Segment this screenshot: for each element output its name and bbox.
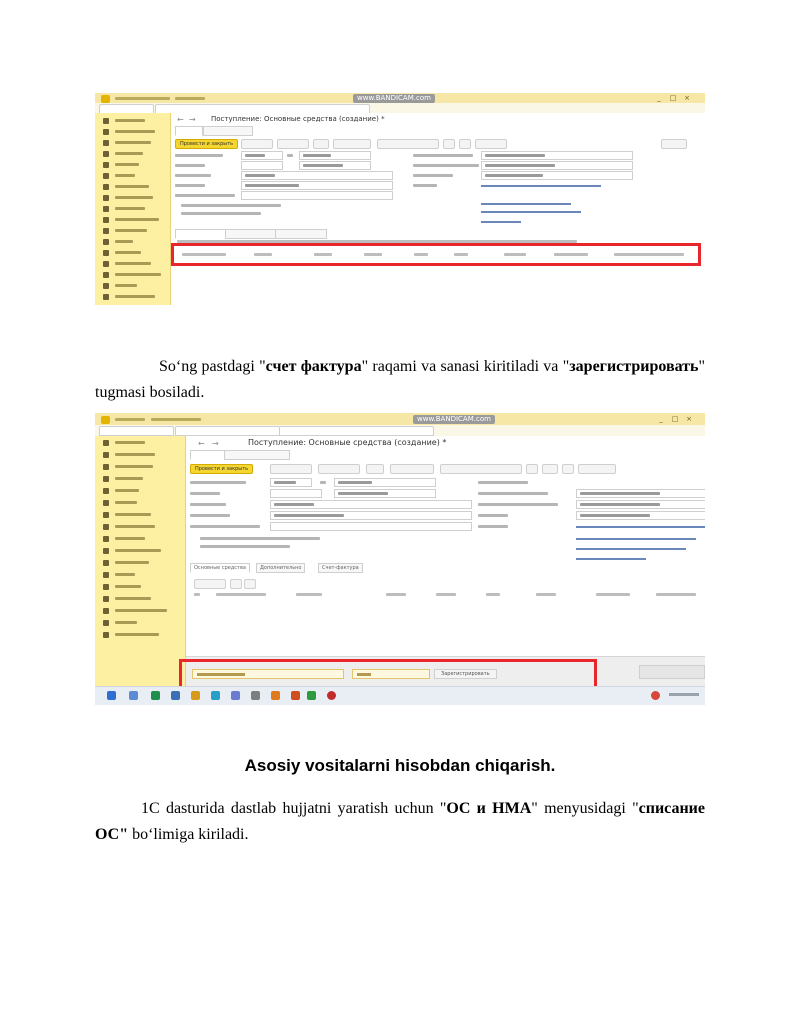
sidebar-item[interactable] [95, 594, 185, 604]
form-tab[interactable] [175, 126, 203, 136]
toolbar-button[interactable] [542, 464, 558, 474]
more-button[interactable] [661, 139, 687, 149]
tab-document[interactable] [175, 426, 280, 436]
register-button[interactable]: Зарегистрировать [434, 669, 497, 679]
tray-icon[interactable] [651, 691, 660, 700]
app-icon[interactable] [151, 691, 160, 700]
menu-section-icon [103, 173, 109, 179]
close-icon[interactable]: × [684, 94, 690, 102]
search-icon[interactable] [129, 691, 138, 700]
contract-field[interactable] [576, 500, 705, 509]
menu-section-icon [103, 572, 109, 578]
document-form [186, 436, 705, 687]
invoice-field[interactable] [576, 511, 705, 520]
clock [669, 693, 699, 696]
counterparty-field[interactable] [270, 500, 472, 509]
toolbar-button[interactable] [318, 464, 360, 474]
move-row-button[interactable] [244, 579, 256, 589]
paragraph-1: So‘ng pastdagi "счет фактура" raqami va sanasi kiritiladi va "зарегистрировать" tugmasi bosiladi. [95, 358, 706, 401]
sidebar-item[interactable] [95, 182, 170, 192]
menu-section-icon [103, 206, 109, 212]
menu-section-icon [103, 261, 109, 267]
bold-term: списание ОС" [95, 800, 705, 843]
sidebar [95, 436, 186, 687]
tab-invoice[interactable]: Счет-фактура [318, 563, 363, 573]
menu-section-icon [103, 239, 109, 245]
menu-section-icon [103, 632, 109, 638]
toolbar-button[interactable] [366, 464, 384, 474]
toolbar-button[interactable] [270, 464, 312, 474]
paragraph-2: 1C dasturida dastlab hujjatni yaratish uchun "OC и НМА" menyusidagi "списание ОС" bo‘limiga kiriladi. [95, 800, 705, 843]
sidebar-item[interactable] [95, 534, 185, 544]
toolbar-button[interactable] [440, 464, 522, 474]
menu-section-icon [103, 283, 109, 289]
menu-section-icon [103, 129, 109, 135]
menu-section-icon [103, 151, 109, 157]
bold-term: счет фактура [265, 358, 362, 375]
highlight-box [179, 659, 597, 689]
close-icon[interactable]: × [686, 415, 692, 423]
sidebar-item[interactable] [95, 193, 170, 203]
tab-document-active[interactable] [279, 426, 434, 436]
post-and-close-button[interactable]: Провести и закрыть [175, 139, 238, 149]
menu-section-icon [103, 272, 109, 278]
sidebar-item[interactable] [95, 259, 170, 269]
menu-section-icon [103, 524, 109, 530]
sidebar-item[interactable] [95, 570, 185, 580]
start-icon[interactable] [107, 691, 116, 700]
menu-section-icon [103, 536, 109, 542]
invoice-number-input[interactable] [192, 669, 344, 679]
menu-section-icon [103, 140, 109, 146]
forward-arrow-icon[interactable]: → [212, 439, 219, 448]
menu-section-icon [103, 620, 109, 626]
sidebar-item[interactable] [95, 510, 185, 520]
sidebar-item[interactable] [95, 204, 170, 214]
menu-section-icon [103, 560, 109, 566]
form-tab[interactable] [203, 126, 253, 136]
settlement-link[interactable] [576, 526, 705, 528]
toolbar-button[interactable] [443, 139, 455, 149]
invoice-date-input[interactable] [352, 669, 430, 679]
screenshot-1 [95, 93, 705, 305]
menu-section-icon [103, 584, 109, 590]
app-icon[interactable] [291, 691, 300, 700]
maximize-icon[interactable]: □ [671, 415, 679, 423]
form-tab[interactable] [224, 450, 290, 460]
menu-section-icon [103, 440, 109, 446]
bold-term: зарегистрировать [569, 358, 699, 375]
app-icon[interactable] [231, 691, 240, 700]
sidebar-item[interactable] [95, 248, 170, 258]
division-field[interactable] [241, 181, 393, 190]
toolbar-button[interactable] [562, 464, 574, 474]
settlement-link[interactable] [481, 185, 601, 187]
menu-section-icon [103, 500, 109, 506]
tab-additional[interactable]: Дополнительно [256, 563, 305, 573]
sidebar-item[interactable] [95, 215, 170, 225]
organization-field[interactable] [576, 489, 705, 498]
sidebar-item[interactable] [95, 281, 170, 291]
sidebar-item[interactable] [95, 582, 185, 592]
app-icon[interactable] [191, 691, 200, 700]
menu-section-icon [103, 488, 109, 494]
app-icon[interactable] [251, 691, 260, 700]
menu-section-icon [103, 184, 109, 190]
highlight-box [171, 243, 701, 266]
more-link[interactable] [576, 558, 646, 560]
sidebar-item[interactable] [95, 522, 185, 532]
tab-main-assets[interactable]: Основные средства [190, 563, 250, 573]
sidebar-item[interactable] [95, 462, 185, 472]
app-logo-icon [101, 416, 110, 424]
toolbar-button[interactable] [526, 464, 538, 474]
app-logo-icon [101, 95, 110, 103]
sidebar-item[interactable] [95, 160, 170, 170]
menu-section-icon [103, 294, 109, 300]
watermark-brand: www.BANDICAM.com [353, 94, 435, 103]
menu-section-icon [103, 596, 109, 602]
toolbar-button[interactable] [241, 139, 273, 149]
app-icon[interactable] [327, 691, 336, 700]
sidebar-item[interactable] [95, 149, 170, 159]
sidebar-item[interactable] [95, 237, 170, 247]
footer-button[interactable] [639, 665, 705, 679]
sidebar-item[interactable] [95, 171, 170, 181]
date-field[interactable] [334, 478, 436, 487]
warehouse-field[interactable] [241, 171, 393, 180]
menu-section-icon [103, 464, 109, 470]
menu-section-icon [103, 548, 109, 554]
invoice-field[interactable] [481, 171, 633, 180]
form-tab[interactable] [225, 229, 277, 239]
menu-section-icon [103, 162, 109, 168]
operation-field[interactable] [270, 489, 322, 498]
responsible-field[interactable] [241, 191, 393, 200]
app-icon[interactable] [271, 691, 280, 700]
minimize-icon[interactable]: _ [659, 415, 663, 423]
sidebar-item[interactable] [95, 486, 185, 496]
toolbar-button[interactable] [377, 139, 439, 149]
bold-term: OC и НМА [446, 800, 532, 817]
sidebar-item[interactable] [95, 226, 170, 236]
warehouse-field[interactable] [270, 511, 472, 520]
toolbar-button[interactable] [313, 139, 329, 149]
date-time-field[interactable] [334, 489, 436, 498]
form-tab[interactable] [175, 229, 227, 239]
menu-section-icon [103, 476, 109, 482]
sidebar-item[interactable] [95, 630, 185, 640]
sidebar-item[interactable] [95, 138, 170, 148]
app-icon[interactable] [211, 691, 220, 700]
number-field[interactable] [241, 151, 283, 160]
sidebar-item[interactable] [95, 127, 170, 137]
menu-section-icon [103, 250, 109, 256]
app-icon[interactable] [307, 691, 316, 700]
sidebar-item[interactable] [95, 606, 185, 616]
watermark-brand: www.BANDICAM.com [413, 415, 495, 424]
toolbar-button[interactable] [333, 139, 371, 149]
vat-link[interactable] [481, 203, 571, 205]
date-field[interactable] [299, 151, 371, 160]
menu-section-icon [103, 512, 109, 518]
menu-section-icon [103, 217, 109, 223]
windows-taskbar [95, 686, 705, 705]
minimize-icon[interactable]: _ [657, 94, 661, 102]
toolbar-button[interactable] [277, 139, 309, 149]
maximize-icon[interactable]: □ [669, 94, 677, 102]
post-and-close-button[interactable]: Провести и закрыть [190, 464, 253, 474]
accounts-link[interactable] [576, 548, 686, 550]
sidebar-item[interactable] [95, 438, 185, 448]
document-form [171, 113, 705, 305]
document-title: Поступление: Основные средства (создание) * [211, 115, 385, 123]
sidebar-item[interactable] [95, 116, 170, 126]
sidebar-item[interactable] [95, 292, 170, 302]
toolbar-button[interactable] [578, 464, 616, 474]
date-time-field[interactable] [299, 161, 371, 170]
vat-link[interactable] [576, 538, 696, 540]
add-row-button[interactable] [194, 579, 226, 589]
sidebar [95, 113, 171, 305]
section-heading: Asosiy vositalarni hisobdan chiqarish. [244, 756, 556, 775]
operation-field[interactable] [241, 161, 283, 170]
form-tab[interactable] [190, 450, 226, 460]
move-row-button[interactable] [230, 579, 242, 589]
toolbar-button[interactable] [475, 139, 507, 149]
menu-section-icon [103, 452, 109, 458]
back-arrow-icon[interactable]: ← [198, 439, 205, 448]
app-icon[interactable] [171, 691, 180, 700]
sidebar-item[interactable] [95, 618, 185, 628]
sidebar-item[interactable] [95, 450, 185, 460]
sidebar-item[interactable] [95, 558, 185, 568]
sidebar-item[interactable] [95, 498, 185, 508]
screenshot-2 [95, 413, 705, 705]
responsible-field[interactable] [270, 522, 472, 531]
back-arrow-icon[interactable]: ← [177, 115, 184, 124]
number-field[interactable] [270, 478, 312, 487]
sidebar-item[interactable] [95, 474, 185, 484]
toolbar-button[interactable] [390, 464, 434, 474]
more-link[interactable] [481, 221, 521, 223]
contract-field[interactable] [481, 161, 633, 170]
sidebar-item[interactable] [95, 270, 170, 280]
menu-section-icon [103, 228, 109, 234]
tab-home[interactable] [99, 426, 174, 436]
toolbar-button[interactable] [459, 139, 471, 149]
counterparty-field[interactable] [481, 151, 633, 160]
menu-section-icon [103, 118, 109, 124]
accounts-link[interactable] [481, 211, 581, 213]
document-title: Поступление: Основные средства (создание) * [248, 438, 447, 447]
forward-arrow-icon[interactable]: → [189, 115, 196, 124]
menu-section-icon [103, 608, 109, 614]
menu-section-icon [103, 195, 109, 201]
sidebar-item[interactable] [95, 546, 185, 556]
form-tab[interactable] [275, 229, 327, 239]
